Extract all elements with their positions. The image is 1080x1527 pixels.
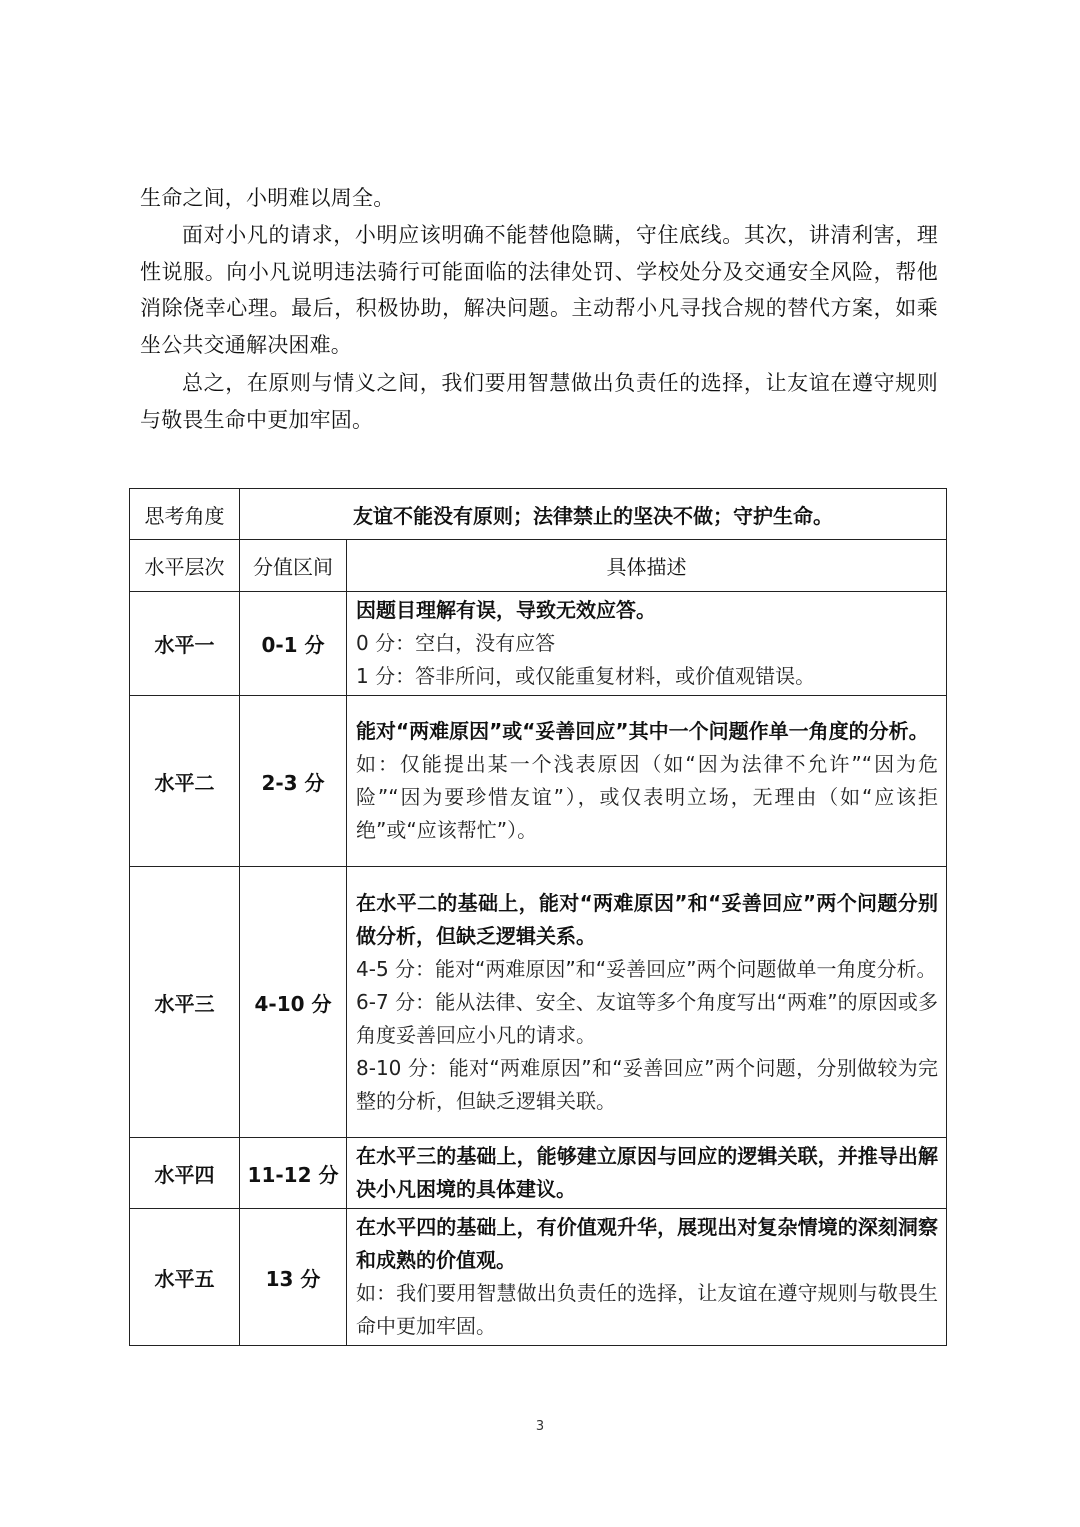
- description-detail: 1 分：答非所问，或仅能重复材料，或价值观错误。: [356, 664, 816, 688]
- description-cell: [347, 592, 947, 696]
- description-main: 在水平二的基础上，能对“两难原因”和“妥善回应”两个问题分别做分析，但缺乏逻辑关系。: [356, 890, 938, 948]
- description-detail: 6-7 分：能从法律、安全、友谊等多个角度写出“两难”的原因或多角度妥善回应小凡的请求。: [356, 989, 938, 1047]
- table-row: [130, 1209, 947, 1346]
- table-row: [130, 867, 947, 1138]
- paragraph-continuation: 生命之间，小明难以周全。: [140, 186, 395, 210]
- table-row: [130, 592, 947, 696]
- page-number: 3: [535, 1419, 545, 1434]
- description-detail: 如：我们要用智慧做出负责任的选择，让友谊在遵守规则与敬畏生命中更加牢固。: [356, 1281, 938, 1338]
- paragraph-conclusion: 总之，在原则与情义之间，我们要用智慧做出负责任的选择，让友谊在遵守规则与敬畏生命中更加牢固。: [140, 371, 938, 432]
- description-detail: 0 分：空白，没有应答: [356, 631, 556, 655]
- level-cell: 水平二: [130, 696, 240, 867]
- angle-label: 思考角度: [130, 489, 240, 540]
- angle-text: 友谊不能没有原则；法律禁止的坚决不做；守护生命。: [240, 489, 947, 540]
- score-cell: 11-12 分: [240, 1138, 347, 1209]
- level-cell: 水平五: [130, 1209, 240, 1346]
- description-cell: [347, 867, 947, 1138]
- score-cell: 0-1 分: [240, 592, 347, 696]
- table-row: [130, 1138, 947, 1209]
- description-main: 能对“两难原因”或“妥善回应”其中一个问题作单一角度的分析。: [356, 719, 929, 743]
- description-main: 在水平三的基础上，能够建立原因与回应的逻辑关联，并推导出解决小凡困境的具体建议。: [356, 1144, 938, 1201]
- description-main: 在水平四的基础上，有价值观升华，展现出对复杂情境的深刻洞察和成熟的价值观。: [356, 1215, 938, 1272]
- paragraph-response: 面对小凡的请求，小明应该明确不能替他隐瞒，守住底线。其次，讲清利害，理性说服。向小凡说明违法骑行可能面临的法律处罚、学校处分及交通安全风险，帮他消除侥幸心理。最后，积极协助，解决问题。主动帮小凡寻找合规的替代方案，如乘坐公共交通解决困难。: [140, 223, 938, 357]
- level-cell: 水平一: [130, 592, 240, 696]
- level-cell: 水平四: [130, 1138, 240, 1209]
- score-cell: 13 分: [240, 1209, 347, 1346]
- description-cell: [347, 696, 947, 867]
- description-main: 因题目理解有误，导致无效应答。: [356, 598, 656, 622]
- score-cell: 2-3 分: [240, 696, 347, 867]
- header-score: 分值区间: [240, 540, 347, 592]
- description-cell: [347, 1209, 947, 1346]
- scoring-rubric-table: [129, 488, 947, 1346]
- header-level: 水平层次: [130, 540, 240, 592]
- description-detail: 4-5 分：能对“两难原因”和“妥善回应”两个问题做单一角度分析。: [356, 956, 937, 981]
- angle-row: [130, 489, 947, 540]
- description-cell: [347, 1138, 947, 1209]
- header-description: 具体描述: [347, 540, 947, 592]
- header-row: [130, 540, 947, 592]
- table-row: [130, 696, 947, 867]
- description-detail: 如：仅能提出某一个浅表原因（如“因为法律不允许”“因为危险”“因为要珍惜友谊”），或仅表明立场，无理由（如“应该拒绝”或“应该帮忙”）。: [356, 752, 938, 842]
- score-cell: 4-10 分: [240, 867, 347, 1138]
- description-detail: 8-10 分：能对“两难原因”和“妥善回应”两个问题，分别做较为完整的分析，但缺乏逻辑关联。: [356, 1055, 938, 1113]
- level-cell: 水平三: [130, 867, 240, 1138]
